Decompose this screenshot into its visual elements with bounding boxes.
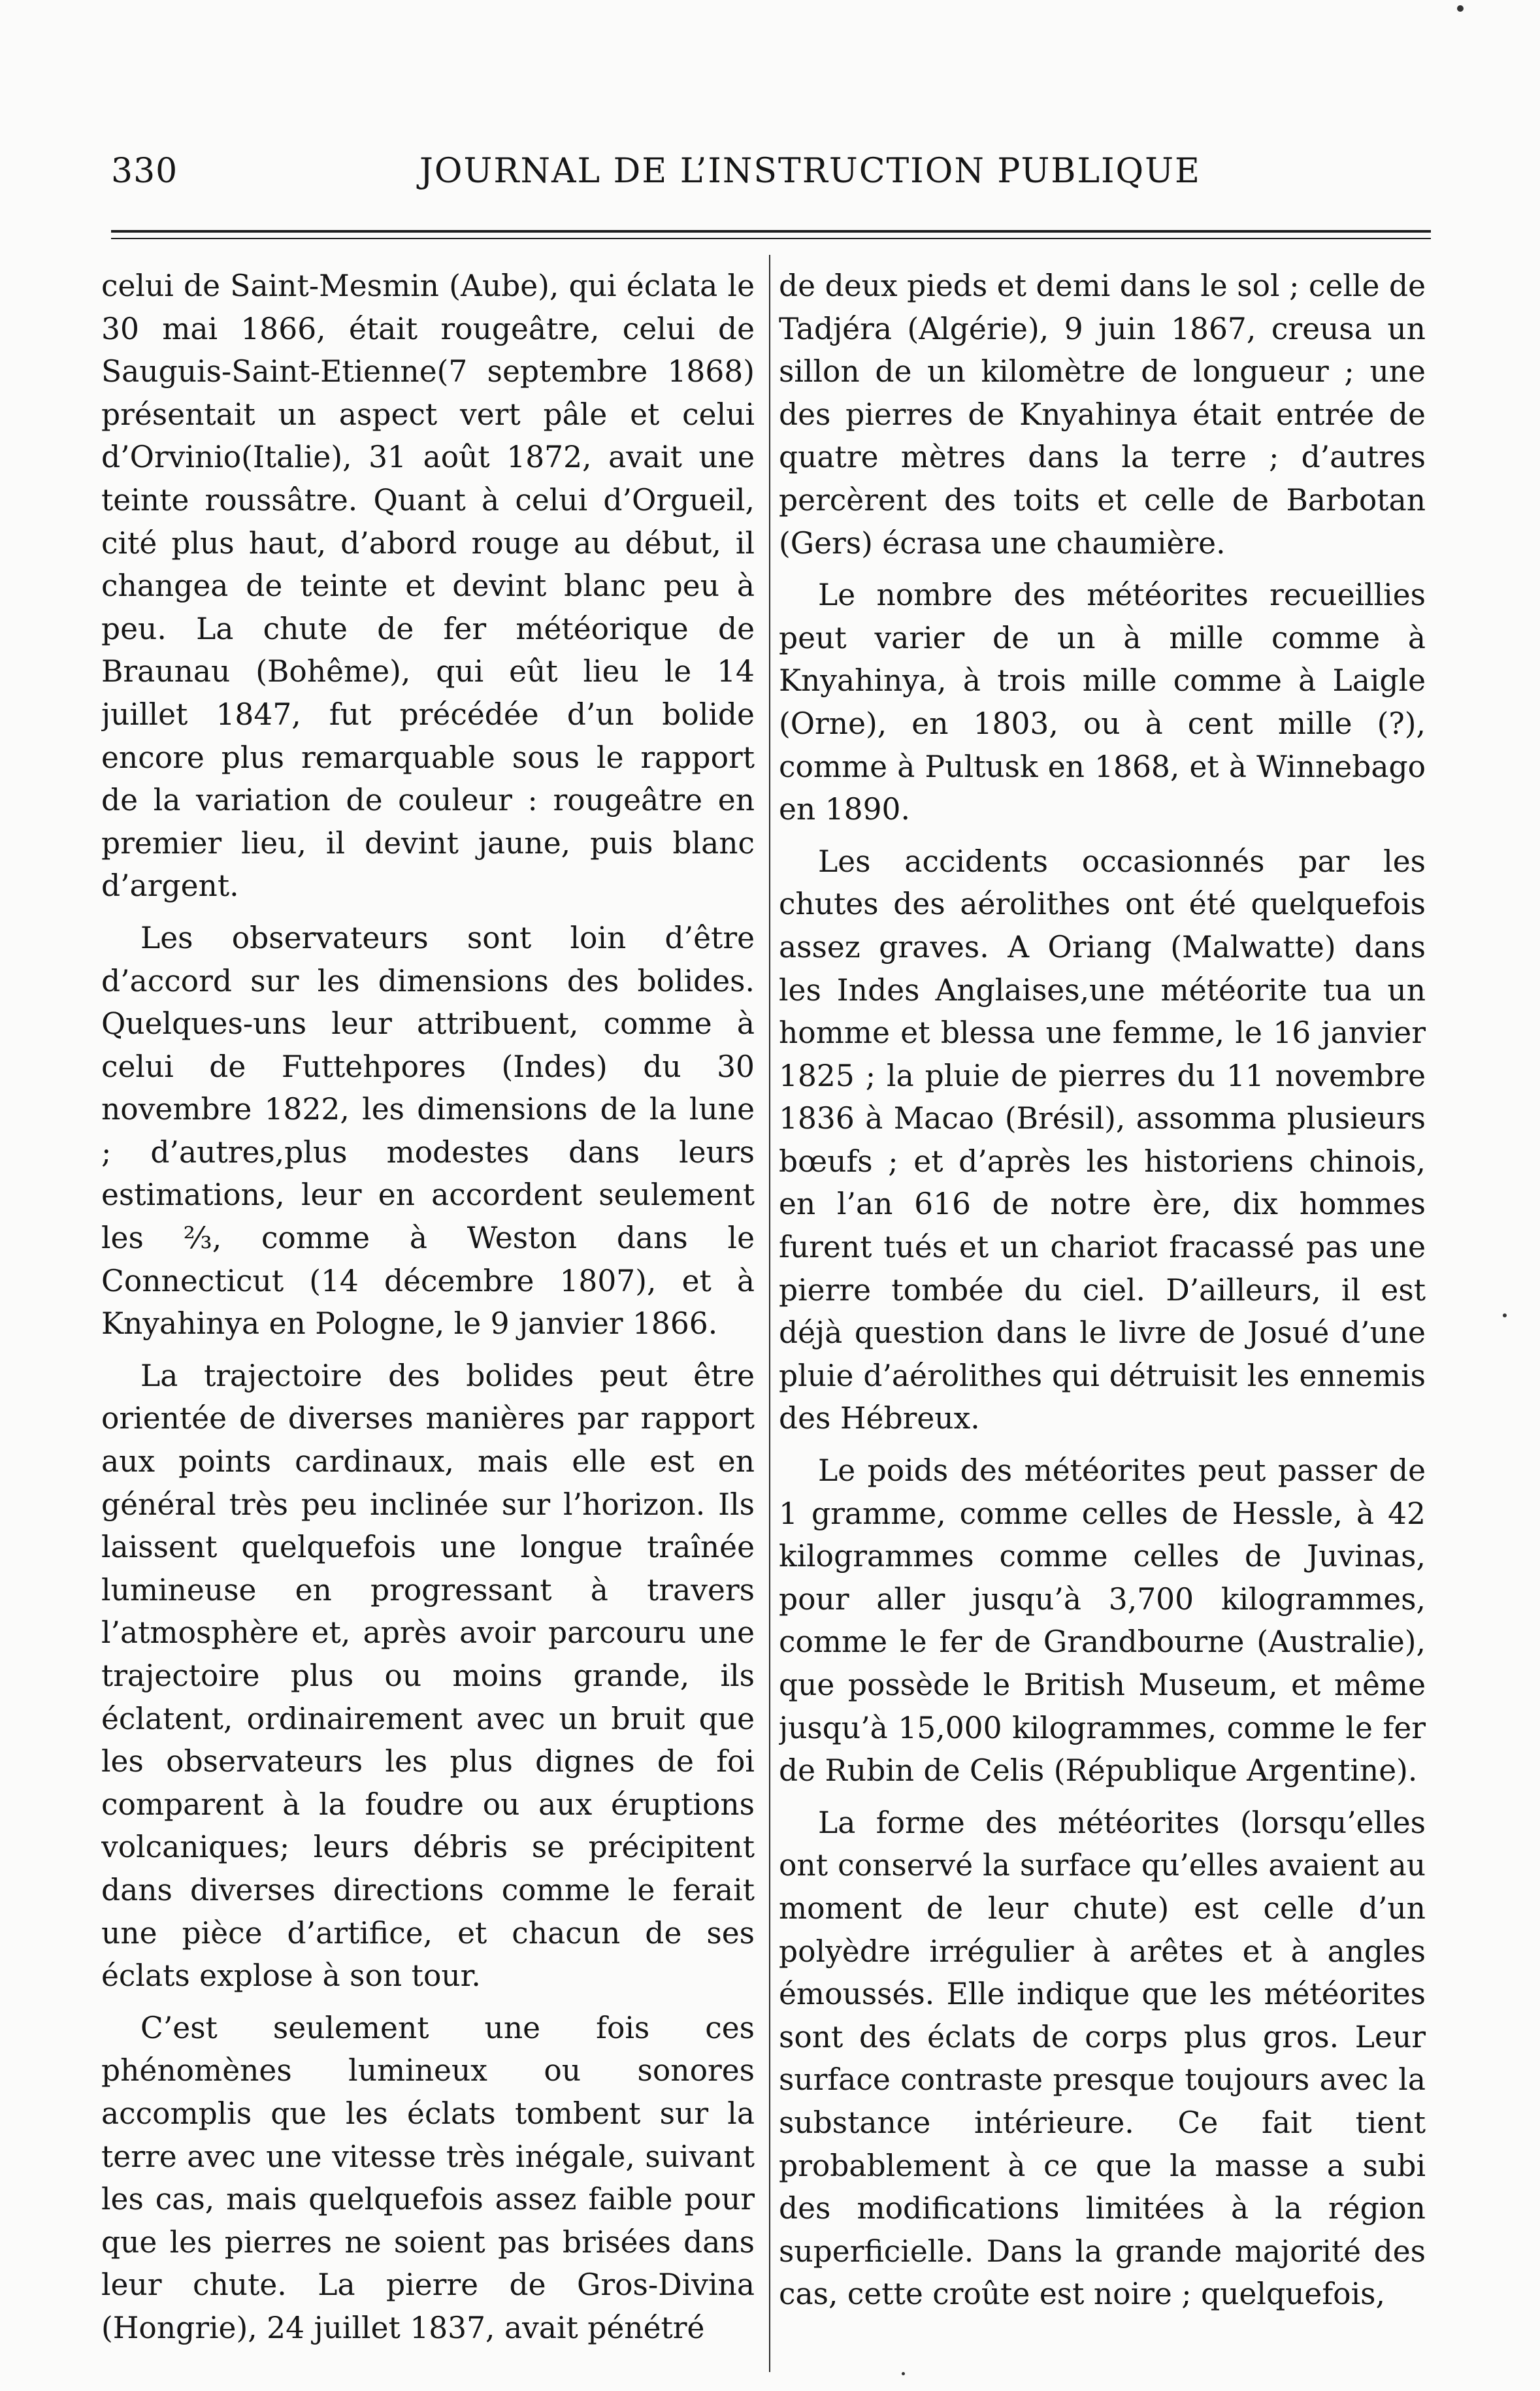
header-rule-thick bbox=[111, 230, 1431, 233]
paragraph: La trajectoire des bolides peut être orientée de diverses manières par rapport aux points cardinaux, mais elle est en général très peu inclinée sur l’horizon. Ils laissent quelquefois une longue traînée lumineuse en progressant à travers l’atmosphère et, après avoir parcouru une trajectoire plus ou moins grande, ils éclatent, ordinairement avec un bruit que les observateurs les plus dignes de foi comparent à la foudre ou aux éruptions volcaniques; leurs débris se précipitent dans diverses directions comme le ferait une pièce d’artifice, et chacun de ses éclats explose à son tour. bbox=[101, 1358, 755, 1994]
print-speck bbox=[1503, 1313, 1507, 1317]
print-speck bbox=[902, 2372, 905, 2375]
paragraph: Le poids des météorites peut passer de 1 gramme, comme celles de Hessle, à 42 kilogrammes comme celles de Juvinas, pour aller jusqu’à 3,700 kilogrammes, comme le fer de Grandbourne (Australie), que possède le British Museum, et même jusqu’à 15,000 kilogrammes, comme le fer de Rubin de Celis (République Argentine). bbox=[779, 1453, 1426, 1789]
left-column bbox=[101, 265, 755, 2369]
header-rule-thin bbox=[111, 238, 1431, 239]
paragraph: Les accidents occasionnés par les chutes des aérolithes ont été quelquefois assez graves. A Oriang (Malwatte) dans les Indes Anglaises,une météorite tua un homme et blessa une femme, le 16 janvier 1825 ; la pluie de pierres du 11 novembre 1836 à Macao (Brésil), assomma plusieurs bœufs ; et d’après les historiens chinois, en l’an 616 de notre ère, dix hommes furent tués et un chariot fracassé pas une pierre tombée du ciel. D’ailleurs, il est déjà question dans le livre de Josué d’une pluie d’aérolithes qui détruisit les ennemis des Hébreux. bbox=[779, 844, 1426, 1436]
print-speck bbox=[1457, 5, 1464, 12]
paragraph: La forme des météorites (lorsqu’elles ont conservé la surface qu’elles avaient au moment de leur chute) est celle d’un polyèdre irrégulier à arêtes et à angles émoussés. Elle indique que les météorites sont des éclats de corps plus gros. Leur surface contraste presque toujours avec la substance intérieure. Ce fait tient probablement à ce que la masse a subi des modifications limitées à la région superficielle. Dans la grande majorité des cas, cette croûte est noire ; quelquefois, bbox=[779, 1805, 1426, 2312]
running-title: JOURNAL DE L’INSTRUCTION PUBLIQUE bbox=[419, 152, 1201, 191]
page-number: 330 bbox=[111, 152, 178, 191]
page-header bbox=[111, 152, 1431, 210]
paragraph: Les observateurs sont loin d’être d’accord sur les dimensions des bolides. Quelques-uns leur attribuent, comme à celui de Futtehpores (Indes) du 30 novembre 1822, les dimensions de la lune ; d’autres,plus modestes dans leurs estimations, leur en accordent seulement les ⅔, comme à Weston dans le Connecticut (14 décembre 1807), et à Knyahinya en Pologne, le 9 janvier 1866. bbox=[101, 920, 755, 1342]
paragraph: celui de Saint-Mesmin (Aube), qui éclata le 30 mai 1866, était rougeâtre, celui de Sauguis-Saint-Etienne(7 septembre 1868) présentait un aspect vert pâle et celui d’Orvinio(Italie), 31 août 1872, avait une teinte roussâtre. Quant à celui d’Orgueil, cité plus haut, d’abord rouge au début, il changea de teinte et devint blanc peu à peu. La chute de fer météorique de Braunau (Bohême), qui eût lieu le 14 juillet 1847, fut précédée d’un bolide encore plus remarquable sous le rapport de la variation de couleur : rougeâtre en premier lieu, il devint jaune, puis blanc d’argent. bbox=[101, 269, 755, 904]
paragraph: de deux pieds et demi dans le sol ; celle de Tadjéra (Algérie), 9 juin 1867, creusa un sillon de un kilomètre de longueur ; une des pierres de Knyahinya était entrée de quatre mètres dans la terre ; d’autres percèrent des toits et celle de Barbotan (Gers) écrasa une chaumière. bbox=[779, 269, 1426, 561]
paragraph: C’est seulement une fois ces phénomènes lumineux ou sonores accomplis que les éclats tombent sur la terre avec une vitesse très inégale, suivant les cas, mais quelquefois assez faible pour que les pierres ne soient pas brisées dans leur chute. La pierre de Gros-Divina (Hongrie), 24 juillet 1837, avait pénétré bbox=[101, 2010, 755, 2345]
right-column bbox=[779, 265, 1426, 2369]
column-divider bbox=[769, 255, 770, 2372]
paragraph: Le nombre des météorites recueillies peut varier de un à mille comme à Knyahinya, à trois mille comme à Laigle (Orne), en 1803, ou à cent mille (?), comme à Pultusk en 1868, et à Winnebago en 1890. bbox=[779, 578, 1426, 827]
